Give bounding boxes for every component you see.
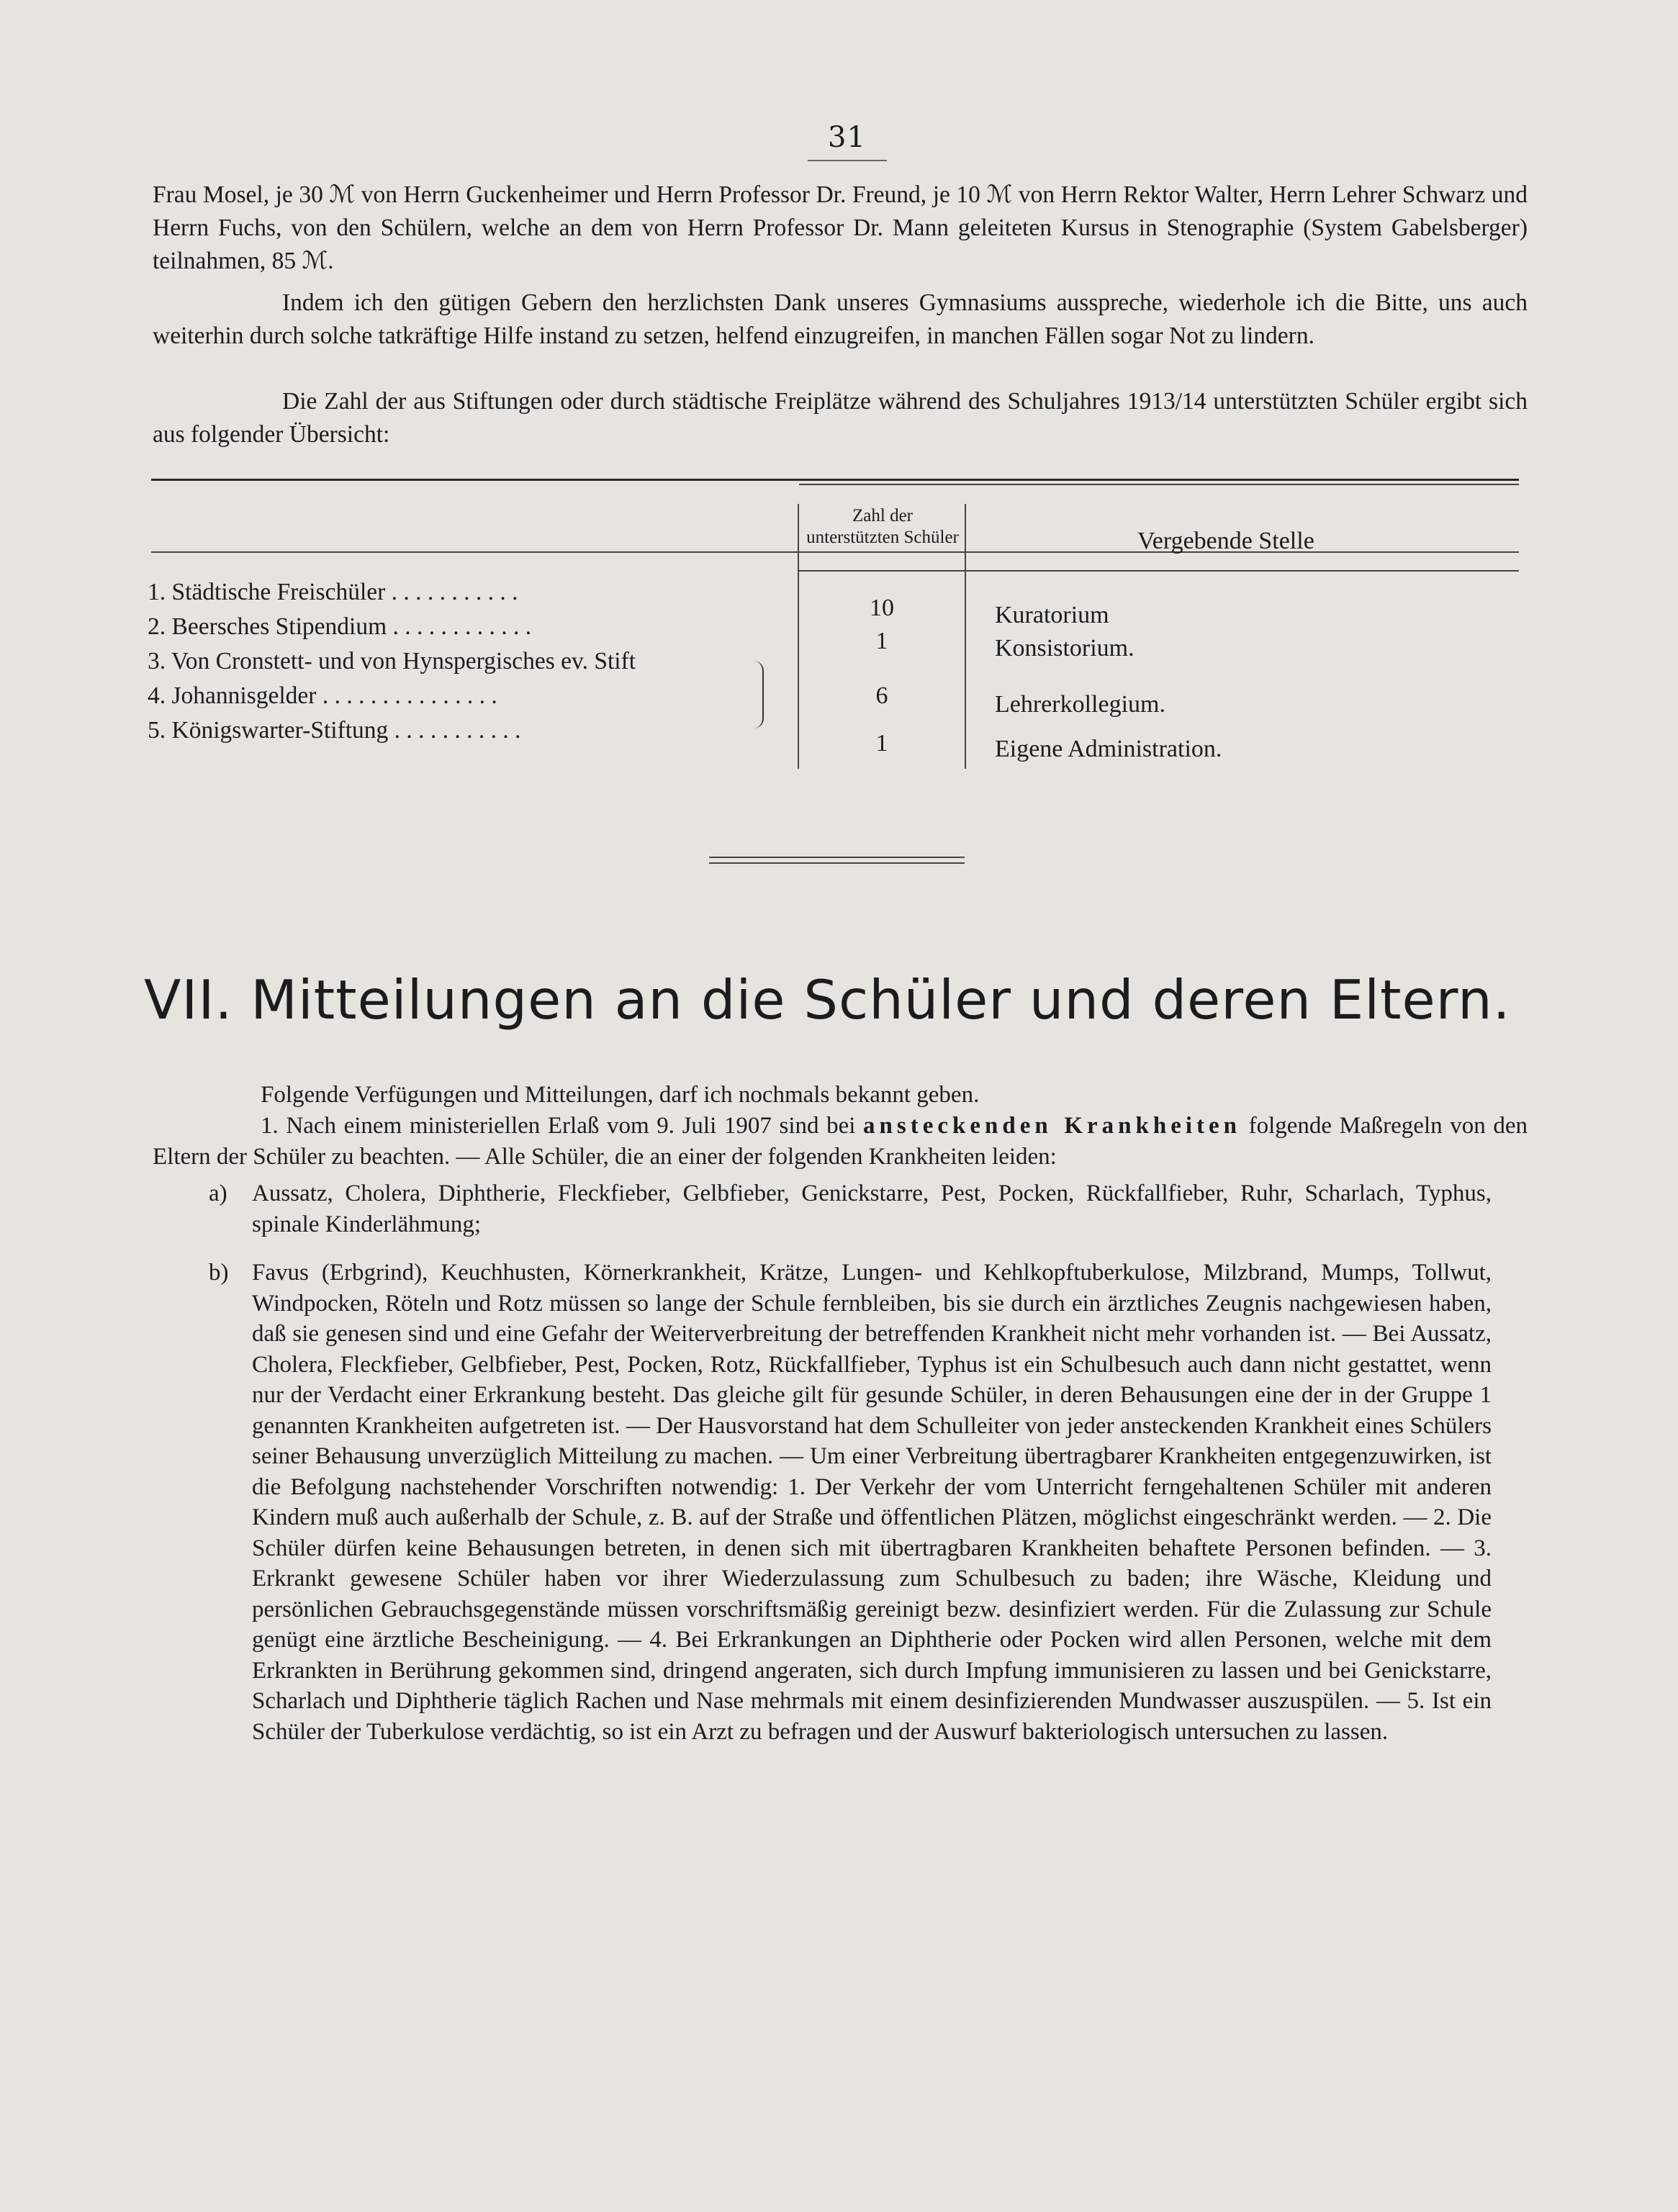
table-header-authority: Vergebende Stelle [1137, 528, 1314, 554]
section-end-rule [709, 857, 965, 858]
table-row-label: 5. Königswarter-Stiftung . . . . . . . . . . . [148, 717, 521, 744]
indent [153, 289, 282, 316]
table-row-count: 1 [875, 628, 888, 654]
table-row-count: 10 [870, 595, 894, 621]
table-row-label: 3. Von Cronstett- und von Hynspergisches ev. Stift [148, 648, 636, 674]
paragraph-overview-text: Die Zahl der aus Stiftungen oder durch städtische Freiplätze während des Schuljahres 1913/14 unterstützten Schüler ergibt sich aus folgender Übersicht: [153, 388, 1528, 448]
table-row-authority: Lehrerkollegium. [995, 691, 1165, 718]
table-row-count: 1 [875, 730, 888, 757]
page-number: 31 [828, 121, 866, 154]
page-number-rule [808, 160, 887, 161]
paragraph-overview-intro [153, 385, 1528, 451]
table-header-count: Zahl der unterstützten Schüler [806, 506, 959, 547]
list-item-b: Favus (Erbgrind), Keuchhusten, Körnerkrankheit, Krätze, Lungen- und Kehlkopftuberkulose, Milzbrand, Mumps, Tollwut, Windpocken, Röteln und Rotz müssen so lange der Schule fernbleiben, bis sie durch ein ärztliches Zeugnis nachgewiesen haben, daß sie genesen sind und eine Gefahr der Weiterverbreitung der betreffenden Krankheit nicht mehr vorhanden ist. — Bei Aussatz, Cholera, Fleckfieber, Gelbfieber, Pest, Pocken, Rotz, Rückfallfieber, Typhus ist ein Schulbesuch auch dann nicht gestattet, wenn nur der Verdacht einer Erkrankung besteht. Das gleiche gilt für gesunde Schüler, in deren Behausungen eine der in der Gruppe 1 genannten Krankheiten aufgetreten ist. — Der Hausvorstand hat dem Schulleiter von jeder ansteckenden Krankheit eines Schülers seiner Behausung unverzüglich Mitteilung zu machen. — Um einer Verbreitung übertragbarer Krankheiten entgegenzuwirken, ist die Befolgung nachstehender Vorschriften notwendig: 1. Der Verkehr der vom Unterricht ferngehaltenen Schüler mit anderen Kindern muß auch außerhalb der Schule, z. B. auf der Straße und öffentlichen Plätzen, möglichst eingeschränkt werden. — 2. Die Schüler dürfen keine Behausungen betreten, in denen sich mit übertragbaren Krankheiten behaftete Personen befinden. — 3. Erkrankt gewesene Schüler haben vor ihrer Wiederzulassung zum Schulbesuch zu baden; ihre Wäsche, Kleidung und persönlichen Gebrauchsgegenstände müssen vorschriftsmäßig gereinigt bezw. desinfiziert werden. Für die Zulassung zur Schule genügt eine ärztliche Bescheinigung. — 4. Bei Erkrankungen an Diphtherie oder Pocken wird allen Personen, welche mit dem Erkrankten in Berührung gekommen sind, dringend angeraten, sich durch Impfung immunisieren zu lassen und bei Genickstarre, Scharlach und Diphtherie täglich Rachen und Nase mehrmals mit einem desinfizierenden Mundwasser auszuspülen. — 5. Ist ein Schüler der Tuberkulose verdächtig, so ist ein Arzt zu befragen und der Auswurf bakteriologisch untersuchen zu lassen. [252, 1260, 1492, 1745]
section-intro [153, 1080, 1528, 1173]
paragraph-thanks-text: Indem ich den gütigen Gebern den herzlichsten Dank unseres Gymnasiums ausspreche, wiederhole ich die Bitte, uns auch weiterhin durch solche tatkräftige Hilfe instand zu setzen, helfend einzugreifen, in manchen Fällen sogar Not zu lindern. [153, 289, 1528, 349]
table-brace [752, 661, 764, 728]
table-row-authority: Kuratorium [995, 602, 1109, 628]
list-item-a: Aussatz, Cholera, Diphtherie, Fleckfieber, Gelbfieber, Genickstarre, Pest, Pocken, Rückfallfieber, Ruhr, Scharlach, Typhus, spinale Kinderlähmung; [252, 1181, 1492, 1237]
table-row-label: 4. Johannisgelder . . . . . . . . . . . . . . . [148, 682, 497, 709]
intro-2-start: 1. Nach einem ministeriellen Erlaß vom 9. Juli 1907 sind bei [261, 1113, 856, 1139]
table-row-label: 2. Beersches Stipendium . . . . . . . . . . . . [148, 613, 532, 640]
indent [153, 388, 282, 415]
section-intro-line-2 [153, 1111, 1528, 1173]
section-heading: VII. Mitteilungen an die Schüler und deren Eltern. [144, 968, 1511, 1031]
table-row-label: 1. Städtische Freischüler . . . . . . . . . . . [148, 579, 518, 605]
table-row-count: 6 [875, 682, 888, 709]
intro-2-emphasis: ansteckenden Krankheiten [863, 1113, 1242, 1139]
table-col-divider-2 [965, 504, 966, 769]
paragraph-donations [153, 179, 1528, 278]
table-row-authority: Eigene Administration. [995, 736, 1222, 762]
paragraph-thanks [153, 286, 1528, 353]
table-header-rule-2 [799, 570, 1519, 572]
intro-2-end: folgende Maßregeln von den Eltern der Schüler zu beachten. — Alle Schüler, die an einer der folgenden Krankheiten leiden: [153, 1113, 1528, 1170]
list-marker-b: b) [209, 1260, 229, 1286]
paragraph-donations-text: Frau Mosel, je 30 ℳ von Herrn Guckenheimer und Herrn Professor Dr. Freund, je 10 ℳ von Herrn Rektor Walter, Herrn Lehrer Schwarz und Herrn Fuchs, von den Schülern, welche an dem von Herrn Professor Dr. Mann geleiteten Kursus in Stenographie (System Gabelsberger) teilnahmen, 85 ℳ. [153, 181, 1528, 274]
section-end-rule-2 [709, 862, 965, 864]
table-row-authority: Konsistorium. [995, 635, 1135, 662]
section-intro-line-1: Folgende Verfügungen und Mitteilungen, darf ich nochmals bekannt geben. [261, 1082, 980, 1108]
table-top-rule [151, 479, 1519, 481]
list-marker-a: a) [209, 1181, 227, 1206]
table-top-rule-2 [799, 484, 1519, 485]
